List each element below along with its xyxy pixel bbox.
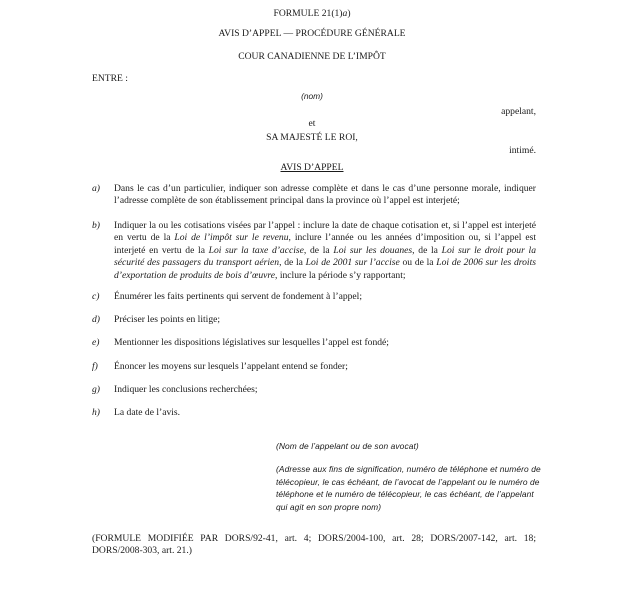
item-text-segment: Indiquer la ou les cotisations visées par l’appel : inclure la date de chaque cotisation et, si l’appel est interjeté en vertu de la [114, 220, 536, 244]
item-text-segment: Préciser les points en litige; [114, 314, 221, 325]
statute-name: Loi de l’impôt sur le revenu [174, 232, 289, 244]
item-label: h) [92, 407, 100, 418]
item-text-segment: Énumérer les faits pertinents qui servent de fondement à l’appel; [114, 291, 363, 302]
item-text-segment: ou de la [399, 257, 437, 269]
statute-name: Loi de 2001 sur l’accise [305, 257, 400, 269]
statute-name: Loi de 2006 sur les droits d’exportation de produits de bois d’œuvre [114, 257, 536, 281]
item-text-segment: , inclure la période s’y rapportant; [275, 269, 406, 281]
item-label: c) [92, 291, 100, 302]
item-text [114, 291, 536, 303]
court-name: COUR CANADIENNE DE L’IMPÔT [238, 51, 386, 62]
item-text [114, 314, 536, 326]
appellant-label: appelant, [501, 106, 536, 117]
form-number-text: FORMULE 21(1) [273, 8, 343, 19]
item-text-segment: , de la [303, 244, 334, 256]
between-label: ENTRE : [92, 73, 128, 84]
statute-name: Loi sur la taxe d’accise [208, 244, 304, 256]
item-text [114, 361, 536, 373]
signature-name-line: (Nom de l’appelant ou de son avocat) [276, 441, 419, 451]
item-text-segment: Énoncer les moyens sur lesquels l’appelant entend se fonder; [114, 361, 348, 372]
item-text-segment: , inclure l’année ou les années d’imposition ou, si l’appel est interjeté en vertu de la [114, 232, 536, 256]
item-label: d) [92, 314, 100, 325]
name-placeholder: (nom) [301, 91, 323, 101]
form-title: AVIS D’APPEL — PROCÉDURE GÉNÉRALE [218, 28, 406, 39]
item-label: f) [92, 361, 98, 372]
section-title: AVIS D’APPEL [280, 162, 344, 173]
item-text [114, 407, 536, 419]
item-text-segment: Mentionner les dispositions législatives sur lesquelles l’appel est fondé; [114, 337, 389, 348]
and-label: et [308, 118, 316, 129]
item-text [114, 337, 536, 349]
item-text-segment: La date de l’avis. [114, 407, 181, 418]
respondent-name: SA MAJESTÉ LE ROI, [266, 132, 358, 143]
item-text-segment: Indiquer les conclusions recherchées; [114, 384, 258, 395]
item-label: e) [92, 337, 100, 348]
item-label: g) [92, 384, 100, 395]
item-text [114, 384, 536, 396]
item-label: a) [92, 183, 100, 194]
item-text-segment: Dans le cas d’un particulier, indiquer son adresse complète et dans le cas d’une personne morale, indiquer l’adresse complète de son établissement principal dans la province où l’appel est interjeté; [114, 183, 536, 207]
form-number-letter: a [342, 8, 348, 19]
statute-name: Loi sur le droit pour la sécurité des passagers du transport aérien [114, 244, 536, 269]
item-text-segment: , de la [279, 257, 306, 269]
statute-name: Loi sur les douanes [333, 244, 413, 256]
respondent-label: intimé. [509, 145, 536, 156]
amendment-note: (FORMULE MODIFIÉE PAR DORS/92-41, art. 4; DORS/2004-100, art. 28; DORS/2007-142, art. 18; DORS/2008-303, art. 21.) [92, 533, 536, 557]
signature-address-block: (Adresse aux fins de signification, numéro de téléphone et numéro de télécopieur, le cas échéant, de l’avocat de l’appelant ou le numéro de téléphone et le numéro de télécopieur, le cas échéant, de l’appelant qui agit en son propre nom) [276, 464, 541, 512]
item-label: b) [92, 220, 100, 231]
item-text [114, 220, 536, 282]
form-number-close: ) [347, 8, 351, 19]
item-text [114, 183, 536, 208]
item-text-segment: , de la [412, 244, 442, 256]
form-number [0, 8, 624, 19]
